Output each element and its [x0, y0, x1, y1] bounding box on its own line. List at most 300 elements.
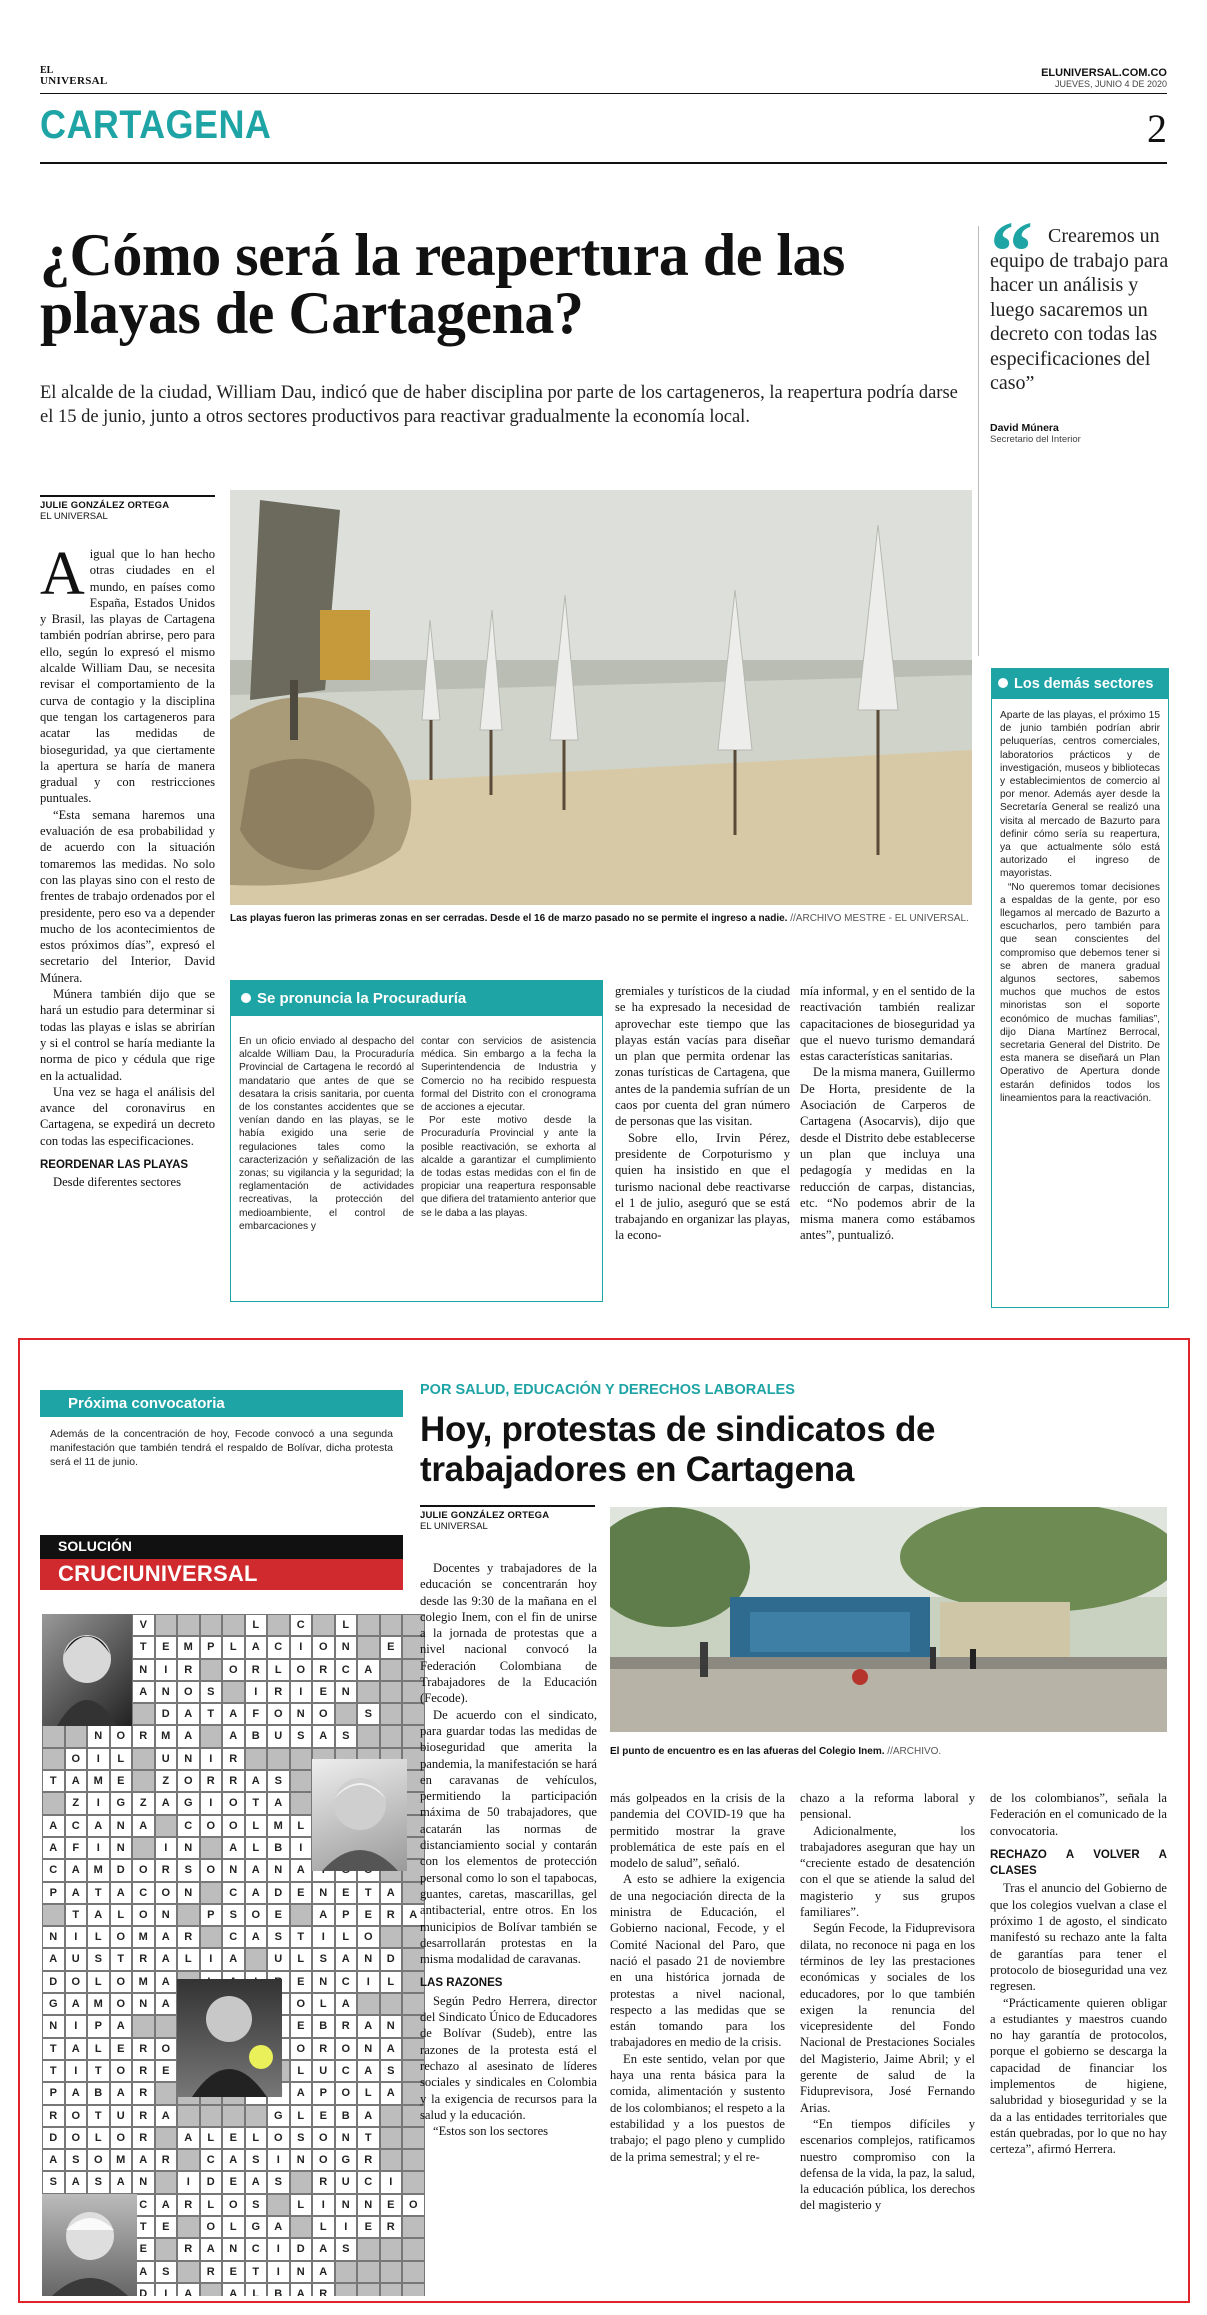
crossword-cell	[380, 1993, 403, 2015]
caption-credit: //ARCHIVO.	[887, 1746, 942, 1757]
crossword-cell: L	[290, 1948, 313, 1970]
crossword-cell: N	[290, 2261, 313, 2283]
crossword-cell: N	[380, 2015, 403, 2037]
crossword-cell: I	[312, 1926, 335, 1948]
crossword-cell: A	[312, 1725, 335, 1747]
crossword-cell: S	[290, 2127, 313, 2149]
crossword-cell	[380, 1681, 403, 1703]
crossword-cell: N	[110, 1815, 133, 1837]
crossword-cell: O	[290, 2038, 313, 2060]
crossword-cell: A	[65, 2082, 88, 2104]
crossword-cell: A	[132, 1815, 155, 1837]
crossword-cell: A	[132, 2261, 155, 2283]
crossword-cell	[155, 1815, 178, 1837]
crossword-cell: G	[177, 1792, 200, 1814]
crossword-cell: A	[42, 1815, 65, 1837]
crossword-cell: A	[155, 1926, 178, 1948]
crossword-cell	[200, 1926, 223, 1948]
crossword-cell: M	[132, 1926, 155, 1948]
crossword-cell: M	[87, 1993, 110, 2015]
crossword-cell: O	[132, 1859, 155, 1881]
crossword-cell: A	[222, 1837, 245, 1859]
crossword-cell: N	[222, 2238, 245, 2260]
crossword-cell: L	[312, 1993, 335, 2015]
crossword-cell	[357, 1636, 380, 1658]
crossword-cell: L	[222, 2216, 245, 2238]
crossword-cell: U	[110, 2105, 133, 2127]
crossword-cell: B	[267, 1837, 290, 1859]
crossword-cell: A	[65, 1882, 88, 1904]
crossword-cell: N	[155, 1904, 178, 1926]
crossword-cell: E	[380, 2194, 403, 2216]
crossword-cell: L	[200, 2194, 223, 2216]
crossword-portrait-4	[42, 2194, 137, 2296]
crossword-cell	[335, 2261, 358, 2283]
crossword-cell: I	[267, 2149, 290, 2171]
crossword-cell: A	[402, 1904, 425, 1926]
crossword-cell: A	[177, 2127, 200, 2149]
crossword-cell: R	[132, 2082, 155, 2104]
crossword-cell: O	[335, 2082, 358, 2104]
crossword-cell	[200, 2283, 223, 2296]
crossword-cell: T	[245, 2261, 268, 2283]
crossword-cell: D	[200, 2171, 223, 2193]
crossword-cell: S	[335, 2238, 358, 2260]
crossword-cell	[290, 1904, 313, 1926]
crossword-cell: O	[222, 1792, 245, 1814]
crossword-cell: I	[335, 2216, 358, 2238]
crossword-cell	[380, 2283, 403, 2296]
crossword-cell: D	[42, 2127, 65, 2149]
paragraph: mía informal, y en el sentido de la reactivación también realizar capacitaciones de bioseguridad ya que el nuevo turismo demandará estas características sanitarias.	[800, 984, 975, 1064]
crossword-cell	[312, 1614, 335, 1636]
crossword-cell	[380, 1926, 403, 1948]
procuraduria-title: Se pronuncia la Procuraduría	[257, 990, 467, 1007]
crossword-cell	[42, 1904, 65, 1926]
crossword-cell: A	[155, 1948, 178, 1970]
crossword-cell: O	[222, 1815, 245, 1837]
crossword-cell: L	[245, 1614, 268, 1636]
crossword-cell: L	[245, 1815, 268, 1837]
portrait-art	[177, 1979, 282, 2097]
crossword-cell: D	[380, 1948, 403, 1970]
crossword-cell: N	[290, 1703, 313, 1725]
crossword-cell: C	[65, 1815, 88, 1837]
crossword-cell	[402, 2238, 425, 2260]
beach-photo-art	[230, 490, 972, 905]
convocatoria-text: Además de la concentración de hoy, Fecode convocó a una segunda manifestación que también tendrá el respaldo de Bolívar, dicha protesta será el 11 de junio.	[50, 1428, 393, 1468]
crossword-cell: A	[380, 1882, 403, 1904]
crossword-cell: L	[312, 2216, 335, 2238]
caption-text: El punto de encuentro es en las afueras del Colegio Inem.	[610, 1746, 885, 1757]
crossword-cell: A	[357, 1659, 380, 1681]
crossword-cell: O	[200, 1859, 223, 1881]
crossword-cell: O	[110, 2127, 133, 2149]
crossword-cell: A	[222, 2283, 245, 2296]
crossword-cell: O	[110, 1993, 133, 2015]
crossword-cell: A	[290, 2082, 313, 2104]
crossword-cell	[177, 2149, 200, 2171]
crossword-cell: I	[65, 2060, 88, 2082]
crossword-cell: B	[245, 1725, 268, 1747]
protest-column-1	[420, 1560, 597, 2139]
crossword-cell	[267, 2194, 290, 2216]
crossword-cell: O	[200, 1815, 223, 1837]
crossword-cell	[335, 2283, 358, 2296]
crossword-cell: I	[200, 1792, 223, 1814]
main-column-1	[40, 540, 215, 1191]
procuraduria-col-2	[421, 1035, 596, 1220]
crossword-cell	[177, 2261, 200, 2283]
crossword-cell: L	[290, 2060, 313, 2082]
crossword-portrait-1	[42, 1614, 132, 1726]
sectores-box	[991, 668, 1169, 1308]
crossword-cell: I	[267, 2261, 290, 2283]
crossword-cell: I	[65, 2015, 88, 2037]
crossword-cell: L	[87, 1971, 110, 1993]
crossword-cell: S	[245, 2194, 268, 2216]
crossword-cell	[335, 1703, 358, 1725]
crossword-cell: A	[110, 2171, 133, 2193]
crossword-cell: A	[65, 1993, 88, 2015]
crossword-cell	[357, 1614, 380, 1636]
crossword-cell: R	[177, 2194, 200, 2216]
crossword-cell	[290, 1770, 313, 1792]
crossword-cell: T	[357, 1882, 380, 1904]
crossword-cell: T	[87, 2105, 110, 2127]
crossword-cell	[200, 1725, 223, 1747]
bullet-dot-icon	[998, 678, 1008, 688]
crossword-cell	[200, 1659, 223, 1681]
crossword-cell: A	[200, 2238, 223, 2260]
crossword-cell: A	[312, 1904, 335, 1926]
crossword-cell: S	[335, 1725, 358, 1747]
paragraph: De acuerdo con el sindicato, para guardar todas las medidas de bioseguridad que amerita la pandemia, la manifestación se hará en caravanas de vehículos, permitiendo la participación máxima de 50 trabajadores, que acatarán las normas de distanciamiento social y contarán con los elementos de protección personal como lo son el tapabocas, guantes, caretas, mascarillas, gel antibacterial, entre otros. En los municipios de Bolívar también se desarrollarán protestas en la misma modalidad de caravanas.	[420, 1707, 597, 1967]
crossword-cell: R	[177, 1659, 200, 1681]
crossword-cell	[402, 2171, 425, 2193]
crossword-cell: I	[245, 1681, 268, 1703]
crossword-cell: A	[245, 2171, 268, 2193]
crossword-cell: T	[42, 2060, 65, 2082]
crossword-cell: T	[87, 1882, 110, 1904]
crossword-cell: R	[357, 2149, 380, 2171]
crossword-cell: N	[110, 1837, 133, 1859]
paragraph: Una vez se haga el análisis del avance del coronavirus en Cartagena, se expedirá un decreto con todas las especificaciones.	[40, 1084, 215, 1148]
crossword-cell: E	[110, 1770, 133, 1792]
crossword-cell: O	[200, 2216, 223, 2238]
crossword-cell: E	[290, 1882, 313, 1904]
crossword-cell	[380, 2238, 403, 2260]
crossword-cell: A	[312, 2238, 335, 2260]
crossword-cell: G	[267, 2105, 290, 2127]
main-column-3	[615, 983, 790, 1244]
crossword-cell: R	[132, 1948, 155, 1970]
crossword-cell: O	[110, 1926, 133, 1948]
crossword-cell: L	[87, 1926, 110, 1948]
crossword-cell: R	[267, 1681, 290, 1703]
portrait-art	[312, 1759, 407, 1871]
crossword-cell: I	[267, 2238, 290, 2260]
crossword-cell: M	[155, 1725, 178, 1747]
crossword-cell: O	[245, 1904, 268, 1926]
paragraph: A esto se adhiere la exigencia de una negociación directa de la ministra de Educación, el Gobierno nacional, Fecode, y el Comité Nacional del Paro, que nació el pasado 21 de noviembre en una histórica jornada de protestas a nivel nacional, respecto a las medidas que se están tomando para los trabajadores en medio de la crisis.	[610, 1872, 785, 2050]
crossword-cell: R	[177, 1926, 200, 1948]
crossword-cell: D	[42, 1971, 65, 1993]
crossword-cell: N	[335, 1636, 358, 1658]
crossword-cell: A	[245, 1926, 268, 1948]
crossword-cell: L	[380, 1971, 403, 1993]
crossword-cell: T	[245, 1792, 268, 1814]
crossword-cell	[65, 1725, 88, 1747]
crossword-cell: T	[65, 1904, 88, 1926]
crossword-cell: P	[42, 1882, 65, 1904]
crossword-cell	[380, 1725, 403, 1747]
crossword-cell: C	[132, 2194, 155, 2216]
crossword-cell: E	[222, 2171, 245, 2193]
crossword-cell: I	[177, 2171, 200, 2193]
crossword-cell: O	[267, 1703, 290, 1725]
crossword-cell: N	[312, 1882, 335, 1904]
crossword-cell	[155, 1614, 178, 1636]
crossword-cell: L	[245, 2283, 268, 2296]
crossword-cell: N	[335, 2127, 358, 2149]
crossword-cell	[200, 2105, 223, 2127]
crossword-cell: S	[245, 2149, 268, 2171]
crossword-cell: I	[290, 1681, 313, 1703]
crossword-cell: E	[155, 2216, 178, 2238]
crossword-cell: E	[357, 2216, 380, 2238]
crossword-cell	[380, 2127, 403, 2149]
crossword-cell: D	[132, 2283, 155, 2296]
crossword-cell: C	[267, 1636, 290, 1658]
crossword-cell	[357, 1993, 380, 2015]
main-column-4	[800, 983, 975, 1244]
crossword-cell: A	[222, 1725, 245, 1747]
crossword-cell: R	[200, 1770, 223, 1792]
paragraph: En este sentido, velan por que haya una renta básica para la comida, alimentación y sustento de los colombianos; el respeto a la estabilidad y a los puestos de trabajo; el pago pleno y cumplido de la prima semestral; y el re-	[610, 2051, 785, 2164]
crossword-cell: N	[335, 1681, 358, 1703]
crossword-cell: S	[42, 2171, 65, 2193]
crossword-cell: E	[222, 2127, 245, 2149]
crossword-cell: U	[65, 1948, 88, 1970]
crossword-cell: L	[110, 1904, 133, 1926]
crossword-cell: N	[312, 1971, 335, 1993]
crossword-cell: A	[245, 1770, 268, 1792]
quote-mark-icon: “	[990, 203, 1033, 299]
paragraph: más golpeados en la crisis de la pandemia del COVID-19 que ha permitido mostrar la grave problemática de este país en el modelo de salud”, señaló.	[610, 1791, 785, 1871]
crossword-cell: S	[267, 2171, 290, 2193]
crossword-cell: A	[42, 1837, 65, 1859]
crossword-cell: C	[42, 1859, 65, 1881]
protest-column-3	[800, 1790, 975, 2214]
crossword-cell: A	[42, 1948, 65, 1970]
crossword-cell: S	[312, 1948, 335, 1970]
crossword-cell	[42, 1792, 65, 1814]
crossword-cell	[357, 1681, 380, 1703]
crossword-cell: C	[290, 1614, 313, 1636]
crossword-cell: A	[357, 2105, 380, 2127]
crossword-cell: N	[177, 1748, 200, 1770]
crossword-cell: S	[267, 1770, 290, 1792]
crossword-cell: I	[155, 1659, 178, 1681]
crossword-cell: A	[132, 1681, 155, 1703]
crossword-cell: A	[155, 1971, 178, 1993]
paragraph: Sobre ello, Irvin Pérez, presidente de Corpoturismo y quien ha insistido en que el turismo nacional debe reactivarse el 1 de julio, aseguró que se está trabajando en organizar las playas, la econo-	[615, 1130, 790, 1243]
crossword-cell: O	[177, 1681, 200, 1703]
crossword-cell	[380, 2149, 403, 2171]
procuraduria-title-bar	[231, 981, 602, 1016]
crossword-cell	[290, 1748, 313, 1770]
crossword-cell	[132, 2015, 155, 2037]
crossword-cell: C	[357, 2171, 380, 2193]
crossword-cell: S	[87, 1948, 110, 1970]
school-photo-caption	[610, 1745, 1167, 1758]
subhead-reordenar: REORDENAR LAS PLAYAS	[40, 1158, 189, 1171]
crossword-cell: O	[155, 1882, 178, 1904]
school-photo	[610, 1507, 1167, 1732]
crossword-cell: A	[245, 1859, 268, 1881]
crossword-cell: O	[312, 1703, 335, 1725]
crossword-cell: A	[155, 1792, 178, 1814]
crossword-cell: D	[267, 1882, 290, 1904]
crossword-cell: S	[177, 1859, 200, 1881]
crossword-cell: O	[222, 1659, 245, 1681]
crossword-cell: A	[335, 1948, 358, 1970]
portrait-art	[42, 1614, 132, 1726]
sectores-text	[992, 699, 1168, 1105]
bullet-dot-icon	[241, 993, 251, 1003]
paragraph: igual que lo han hecho otras ciudades en el mundo, en países como España, Estados Unidos y Brasil, las playas de Cartagena también podrían abrirse, pero para ello, según lo expresó el mismo alcalde William Dau, se necesita revisar el comportamiento de la curva de contagio y la disciplina que tengan los cartageneros para acatar las medidas de bioseguridad, ya que ciertamente la apertura se haría de manera gradual y con restricciones puntuales.	[40, 547, 215, 806]
crossword-cell	[245, 1948, 268, 1970]
crossword-cell: O	[65, 1971, 88, 1993]
crossword-cell: G	[110, 1792, 133, 1814]
quote-divider	[978, 226, 979, 656]
byline-outlet: EL UNIVERSAL	[420, 1521, 488, 1532]
crossword-cell: O	[312, 2149, 335, 2171]
crossword-cell: A	[245, 1882, 268, 1904]
crossword-cell: O	[267, 2127, 290, 2149]
crossword-cell: A	[312, 2261, 335, 2283]
crossword-cell	[177, 2216, 200, 2238]
crossword-cell: L	[290, 2194, 313, 2216]
crossword-cell: U	[267, 1948, 290, 1970]
paragraph: Docentes y trabajadores de la educación se concentrarán hoy desde las 9:30 de la mañana en el colegio Inem, con el fin de unirse a la jornada de protestas que a nivel nacional convocó la Federación Colombiana de Trabajadores de la Educación (Fecode).	[420, 1561, 597, 1706]
paragraph: Según Pedro Herrera, director del Sindicato Único de Educadores de Bolívar (Sudeb), entre las razones de la protesta está el rechazo al asesinato de líderes sociales y sindicales en Colombia y la exigencia de recursos para la salud y la educación.	[420, 1993, 597, 2122]
crossword-cell: P	[335, 1904, 358, 1926]
issue-date: JUEVES, JUNIO 4 DE 2020	[1054, 79, 1167, 89]
crossword-cell: M	[177, 1636, 200, 1658]
crossword-cell: O	[65, 2127, 88, 2149]
crossword-cell: L	[177, 1948, 200, 1970]
crossword-cell: R	[312, 2283, 335, 2296]
crossword-cell	[200, 1882, 223, 1904]
crossword-cell: L	[335, 1614, 358, 1636]
crossword-cell: R	[380, 2216, 403, 2238]
crossword-cell: E	[110, 2038, 133, 2060]
crossword-cell: A	[110, 2015, 133, 2037]
crossword-cell: O	[65, 1748, 88, 1770]
crossword-cell	[222, 1681, 245, 1703]
crossword-cell: O	[110, 2060, 133, 2082]
crossword-cell: C	[132, 1882, 155, 1904]
paragraph: Por este motivo desde la Procuraduría Provincial y ante la posible reactivación, se exhorta al alcalde a garantizar el cumplimiento de todas estas medidas con el fin de propiciar una reapertura responsable que difiera del tratamiento anterior que se le daba a las playas.	[421, 1115, 596, 1219]
crossword-cell	[357, 1725, 380, 1747]
crossword-cell: E	[335, 1882, 358, 1904]
crossword-cell: F	[65, 1837, 88, 1859]
crossword-cell: O	[155, 2038, 178, 2060]
crossword-cell: Z	[65, 1792, 88, 1814]
school-photo-art	[610, 1507, 1167, 1732]
crossword-cell: U	[335, 2171, 358, 2193]
crossword-cell: R	[132, 2105, 155, 2127]
crossword-cell: A	[155, 2105, 178, 2127]
crossword-cell: L	[290, 1815, 313, 1837]
site-url[interactable]: ELUNIVERSAL.COM.CO	[1041, 67, 1167, 79]
quote-role: Secretario del Interior	[990, 433, 1081, 445]
crossword-cell: N	[357, 2194, 380, 2216]
crossword-cell: A	[357, 2015, 380, 2037]
crossword-cell	[290, 2216, 313, 2238]
crossword-cell: N	[335, 2194, 358, 2216]
crossword-cell: R	[380, 1904, 403, 1926]
crossword-cell: U	[267, 1725, 290, 1747]
quote-name: David Múnera	[990, 421, 1059, 434]
crossword-cell: N	[42, 2015, 65, 2037]
crossword-cell: A	[65, 2171, 88, 2193]
crossword-cell	[402, 2216, 425, 2238]
crossword-cell: E	[155, 2060, 178, 2082]
crossword-cell: P	[200, 1904, 223, 1926]
crossword-cell: R	[132, 2127, 155, 2149]
crossword-cell: M	[87, 1770, 110, 1792]
crossword-cell: A	[177, 1725, 200, 1747]
logo-line2: UNIVERSAL	[40, 75, 108, 87]
crossword-portrait-2	[312, 1759, 407, 1871]
crossword-cell: A	[65, 1770, 88, 1792]
crossword-cell: R	[132, 1725, 155, 1747]
paragraph: “En tiempos difíciles y escenarios complejos, ratificamos nuestro compromiso con la defensa de la vida, la paz, la salud, la educación pública, los derechos del magisterio y	[800, 2116, 975, 2213]
crossword-cell: L	[290, 2105, 313, 2127]
crossword-cell	[402, 2149, 425, 2171]
crossword-cell: A	[87, 1815, 110, 1837]
crossword-cell: S	[65, 2149, 88, 2171]
crossword-cell: M	[87, 1859, 110, 1881]
crossword-cell: D	[290, 2238, 313, 2260]
crossword-cell: O	[177, 1770, 200, 1792]
crossword-cell: A	[110, 2082, 133, 2104]
crossword-cell: O	[402, 2194, 425, 2216]
crossword-cell: T	[290, 1926, 313, 1948]
crossword-cell: C	[335, 2060, 358, 2082]
crossword-cell: R	[132, 2060, 155, 2082]
crossword-cell: N	[87, 1725, 110, 1747]
crossword-cell: L	[245, 2127, 268, 2149]
crossword-cell	[267, 1748, 290, 1770]
crossword-cell: D	[110, 1859, 133, 1881]
crossword-cell: S	[267, 1926, 290, 1948]
crossword-cell	[380, 1659, 403, 1681]
crossword-cell: R	[132, 2038, 155, 2060]
crossword-cell: D	[155, 1703, 178, 1725]
crossword-cell: A	[335, 1993, 358, 2015]
paragraph: de los colombianos”, señala la Federación en el comunicado de la convocatoria.	[990, 1791, 1167, 1838]
sectores-title: Los demás sectores	[1014, 676, 1154, 692]
crossword-cell: A	[177, 2283, 200, 2296]
crossword-cell: A	[155, 1993, 178, 2015]
portrait-art	[42, 2194, 137, 2296]
crossword-cell: A	[110, 1882, 133, 1904]
crossword-cell	[155, 2171, 178, 2193]
